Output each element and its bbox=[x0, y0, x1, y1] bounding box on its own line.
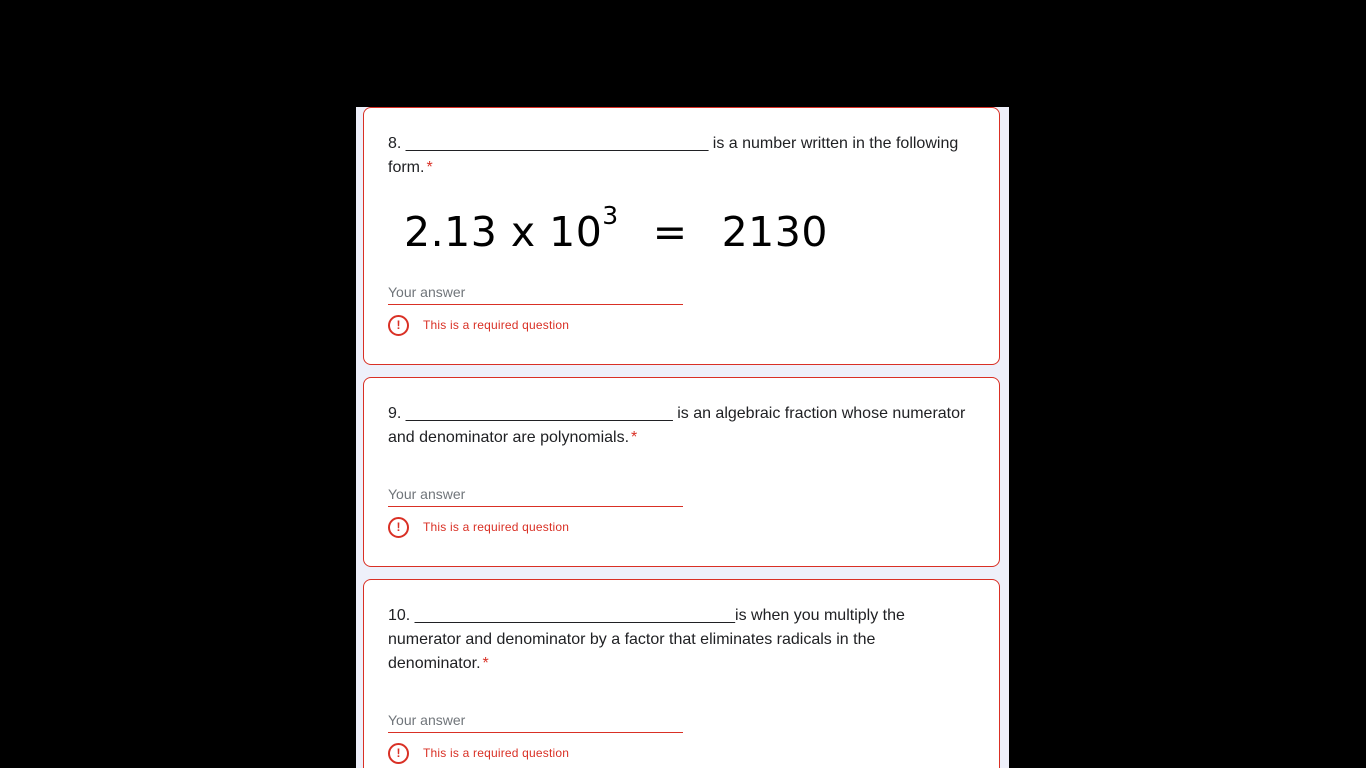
formula-base: 2.13 x 10 bbox=[404, 208, 603, 256]
question-card-9 bbox=[363, 377, 1000, 567]
required-asterisk: * bbox=[631, 429, 638, 446]
answer-field-10 bbox=[388, 710, 683, 733]
error-text: This is a required question bbox=[423, 318, 570, 332]
form-viewport bbox=[356, 107, 1009, 768]
required-asterisk: * bbox=[426, 159, 433, 176]
exclamation-circle-icon: ! bbox=[388, 517, 409, 538]
formula-equals: = bbox=[652, 208, 688, 256]
formula-result: 2130 bbox=[721, 208, 828, 256]
exclamation-circle-icon: ! bbox=[388, 743, 409, 764]
required-asterisk: * bbox=[482, 655, 489, 672]
question-label-10: 10. ____________________________________is when you multiply the numerator and denominator by a factor that eliminates radicals in the denominator. bbox=[388, 607, 905, 672]
question-label-9: 9. ______________________________ is an algebraic fraction whose numerator and denominator are polynomials. bbox=[388, 405, 966, 446]
error-message-9 bbox=[388, 517, 569, 537]
question-text-8 bbox=[388, 132, 978, 180]
formula-exponent: 3 bbox=[602, 201, 619, 230]
error-message-8 bbox=[388, 315, 569, 335]
question-card-8 bbox=[363, 107, 1000, 365]
error-message-10 bbox=[388, 743, 569, 763]
exclamation-circle-icon: ! bbox=[388, 315, 409, 336]
error-text: This is a required question bbox=[423, 520, 570, 534]
answer-input-9[interactable] bbox=[388, 484, 683, 504]
question-text-9 bbox=[388, 402, 978, 450]
answer-input-8[interactable] bbox=[388, 282, 683, 302]
answer-field-9 bbox=[388, 484, 683, 507]
answer-field-8 bbox=[388, 282, 683, 305]
question-text-10 bbox=[388, 604, 918, 676]
question-image-formula bbox=[404, 201, 828, 256]
answer-input-10[interactable] bbox=[388, 710, 683, 730]
question-label-8: 8. __________________________________ is a number written in the following form. bbox=[388, 135, 959, 176]
error-text: This is a required question bbox=[423, 746, 570, 760]
question-card-10 bbox=[363, 579, 1000, 768]
